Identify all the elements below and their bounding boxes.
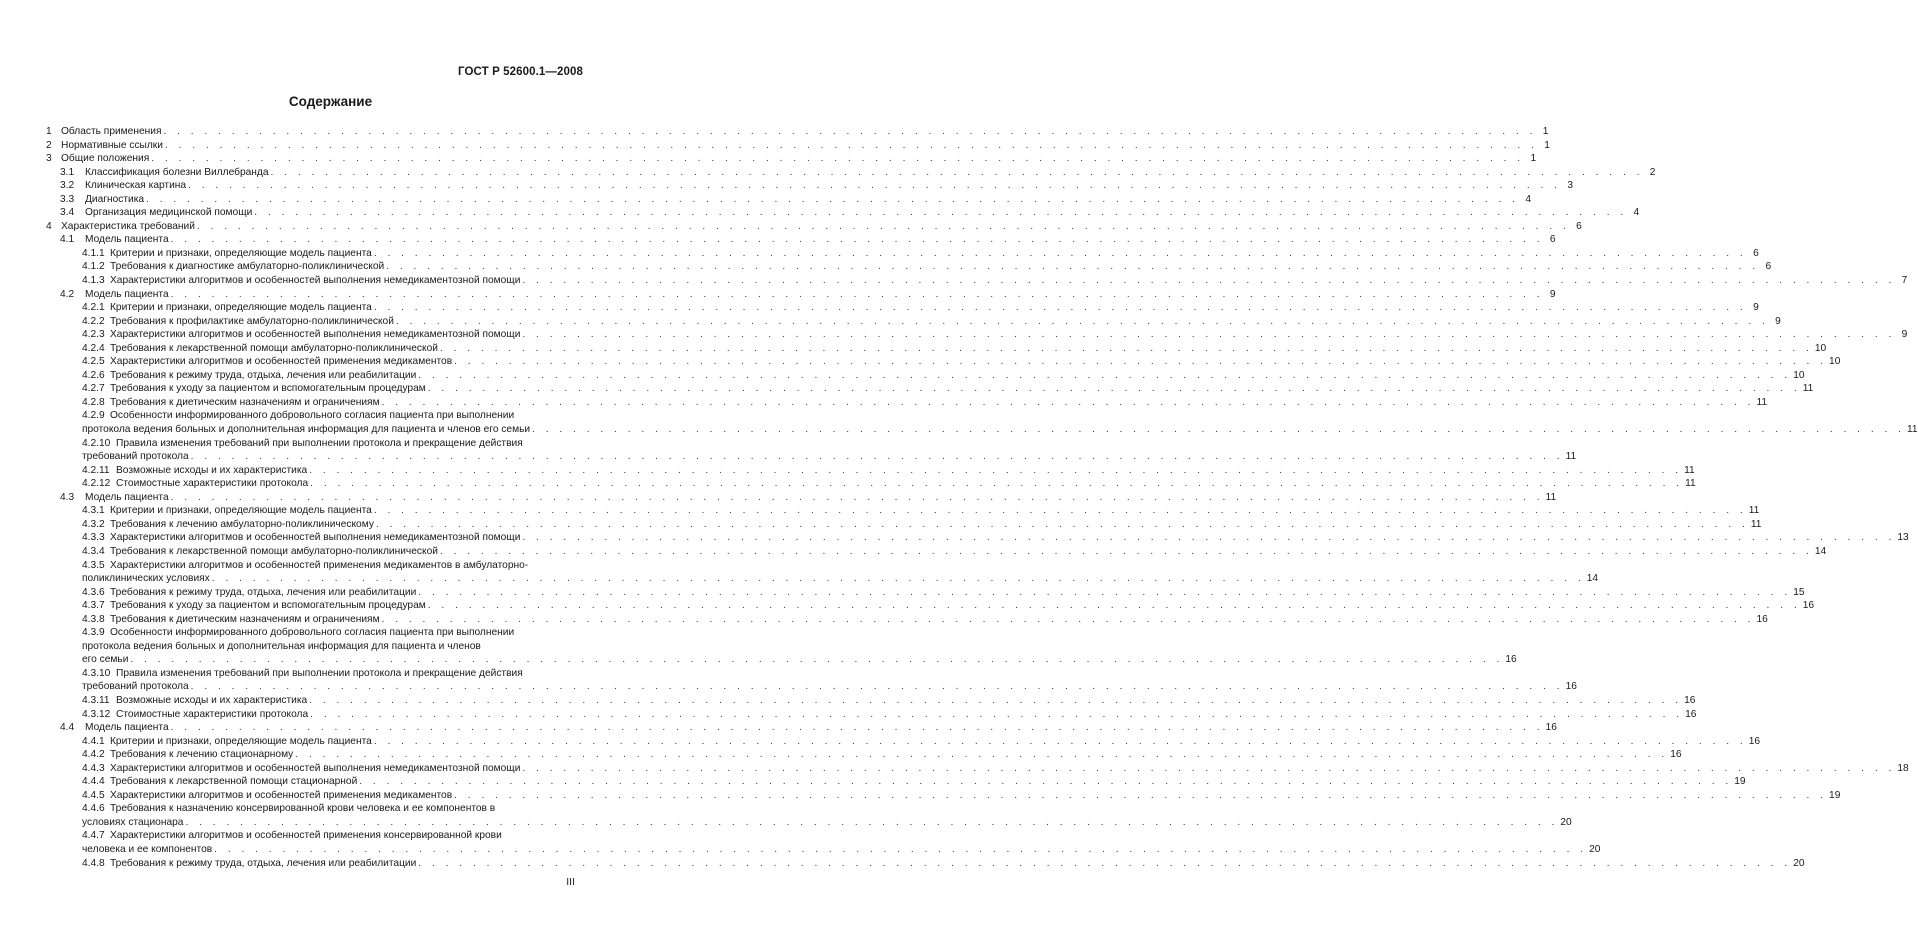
toc-entry-page: 9: [1549, 288, 1556, 300]
toc-entry-page: 18: [1897, 762, 1909, 774]
toc-entry-number: 4.3.8: [82, 613, 105, 625]
toc-leader-dots: [382, 396, 1755, 410]
toc-entry-title-line: Правила изменения требований при выполнении протокола и прекращение действия: [116, 437, 523, 449]
toc-entry-page: 16: [1685, 708, 1697, 720]
toc-entry-number: 4.1: [60, 234, 75, 246]
toc-entry-title: Требования к лекарственной помощи амбулаторно-поликлинической: [110, 342, 438, 354]
toc-leader-dots: [310, 477, 1683, 491]
toc-entry[interactable]: [46, 599, 1815, 613]
toc-entry-number: 4.3.6: [82, 586, 105, 598]
toc-entry-page: 14: [1814, 545, 1827, 557]
toc-entry-number: 3.1: [60, 166, 75, 178]
toc-entry-number: 4.3.7: [82, 600, 105, 612]
toc-entry[interactable]: [46, 315, 1781, 329]
toc-leader-dots: [374, 504, 1747, 518]
toc-entry-number: 3: [46, 153, 52, 165]
toc-leader-dots: [254, 206, 1627, 220]
toc-entry-title-line: человека и ее компонентов: [82, 843, 213, 855]
toc-entry-number: 4.3.12: [82, 708, 111, 720]
toc-entry-page: 1: [1542, 126, 1549, 137]
toc-entry[interactable]: [46, 342, 1827, 356]
toc-entry-page: 14: [1586, 573, 1599, 585]
toc-entry-number: 1: [46, 126, 52, 137]
toc-entry-number: 4.3.11: [82, 694, 110, 706]
toc-entry-number: 4.4.6: [82, 803, 105, 815]
toc-entry-number: 4.2: [60, 288, 75, 300]
toc-entry-page: 11: [1756, 396, 1768, 408]
toc-leader-dots: [454, 355, 1827, 369]
toc-entry-title: Характеристики алгоритмов и особенностей применения медикаментов: [110, 789, 453, 801]
toc-entry-number: 4.4.7: [82, 830, 105, 842]
toc-entry-title: Модель пациента: [85, 234, 169, 246]
toc-entry-page: 11: [1685, 478, 1696, 490]
toc-entry-title: Модель пациента: [85, 288, 169, 300]
toc-entry-title: Критерии и признаки, определяющие модель пациента: [110, 247, 372, 259]
toc-entry-number: 4.2.1: [82, 302, 105, 314]
toc-entry-page: 9: [1775, 315, 1781, 327]
toc-entry[interactable]: [46, 545, 1827, 559]
toc-entry-number: 4.2.6: [82, 369, 105, 381]
toc-entry-number: 4.3.9: [82, 627, 105, 639]
toc-entry-page: 6: [1549, 234, 1556, 246]
toc-entry-number: 4.1.1: [82, 247, 105, 259]
toc-entry[interactable]: [46, 694, 1696, 708]
toc-leader-dots: [376, 518, 1749, 532]
toc-entry-page: 16: [1505, 654, 1517, 666]
toc-entry-title: Модель пациента: [85, 491, 169, 503]
toc-entry-page: 16: [1756, 613, 1768, 625]
toc-entry[interactable]: [46, 735, 1761, 749]
toc-entry-page: 4: [1525, 193, 1531, 205]
toc-entry[interactable]: [46, 437, 1577, 464]
toc-entry-page: 10: [1793, 369, 1805, 381]
toc-entry-title: Требования к диетическим назначениям и ограничениям: [110, 396, 380, 408]
toc-leader-dots: [191, 450, 1564, 464]
toc-entry-title-line: Характеристики алгоритмов и особенностей применения консервированной крови: [110, 830, 502, 842]
toc-entry-title-line: условиях стационара: [82, 816, 184, 828]
toc-entry-page: 11: [1545, 491, 1557, 503]
toc-entry-number: 4.4.1: [82, 735, 105, 747]
toc-entry-page: 20: [1589, 843, 1601, 855]
toc-leader-dots: [532, 423, 1905, 437]
toc-leader-dots: [428, 382, 1801, 396]
toc-leader-dots: [130, 653, 1503, 667]
toc-entry[interactable]: [46, 355, 1841, 369]
toc-entry[interactable]: [46, 152, 1537, 166]
toc-leader-dots: [310, 708, 1683, 722]
toc-entry-page: 1: [1530, 153, 1537, 165]
toc-entry-title: Требования к диетическим назначениям и ограничениям: [110, 613, 380, 625]
toc-entry[interactable]: [46, 139, 1550, 153]
toc-entry-page: 11: [1907, 424, 1918, 436]
toc-entry-number: 3.2: [60, 180, 75, 192]
toc-entry-page: 6: [1753, 247, 1759, 259]
table-of-contents: [46, 125, 1918, 870]
toc-entry-title: Критерии и признаки, определяющие модель пациента: [110, 302, 372, 314]
toc-entry-number: 4.3.3: [82, 532, 105, 544]
toc-entry-title: Нормативные ссылки: [61, 139, 163, 151]
toc-entry[interactable]: [46, 762, 1909, 776]
toc-entry[interactable]: [46, 857, 1805, 871]
toc-entry[interactable]: [46, 260, 1772, 274]
toc-entry-title: Общие положения: [61, 153, 150, 165]
toc-entry-title: Требования к режиму труда, отдыха, лечения или реабилитации: [110, 369, 417, 381]
toc-entry-page: 11: [1750, 518, 1762, 530]
toc-entry[interactable]: [46, 409, 1918, 436]
toc-entry-number: 2: [46, 139, 52, 151]
toc-entry-title: Характеристики алгоритмов и особенностей выполнения немедикаментозной помощи: [110, 532, 521, 544]
toc-entry-number: 3.3: [60, 193, 75, 205]
toc-entry-title: Требования к профилактике амбулаторно-поликлинической: [110, 315, 394, 327]
toc-leader-dots: [454, 789, 1827, 803]
toc-leader-dots: [418, 369, 1791, 383]
toc-leader-dots: [522, 328, 1895, 342]
toc-leader-dots: [440, 545, 1813, 559]
toc-entry[interactable]: [46, 179, 1574, 193]
toc-leader-dots: [171, 233, 1544, 247]
toc-entry-title: Характеристика требований: [61, 220, 195, 232]
toc-entry-title: Стоимостные характеристики протокола: [116, 478, 309, 490]
toc-leader-dots: [271, 166, 1644, 180]
toc-entry-number: 4.4.2: [82, 749, 105, 761]
toc-leader-dots: [522, 531, 1895, 545]
toc-entry-title: Требования к режиму труда, отдыха, лечения или реабилитации: [110, 857, 417, 869]
toc-entry-title-line: протокола ведения больных и дополнительная информация для пациента и членов: [82, 640, 481, 652]
toc-entry-page: 7: [1901, 275, 1908, 287]
toc-entry-number: 4.1.2: [82, 261, 105, 273]
toc-entry-title: Требования к уходу за пациентом и вспомогательным процедурам: [110, 383, 426, 395]
toc-entry-page: 16: [1802, 600, 1815, 612]
toc-entry-title-line: Особенности информированного добровольного согласия пациента при выполнении: [110, 627, 515, 639]
toc-entry-page: 16: [1748, 735, 1761, 747]
toc-entry-title: Область применения: [61, 126, 162, 137]
toc-entry-page: 16: [1670, 749, 1682, 761]
toc-entry[interactable]: [46, 247, 1759, 261]
toc-leader-dots: [374, 735, 1747, 749]
toc-entry-number: 4.3.2: [82, 518, 105, 530]
toc-entry[interactable]: [46, 531, 1909, 545]
toc-entry[interactable]: [46, 802, 1572, 829]
toc-entry-page: 4: [1633, 207, 1640, 219]
toc-entry-page: 15: [1793, 586, 1805, 598]
toc-leader-dots: [197, 220, 1570, 234]
toc-entry-title: Характеристики алгоритмов и особенностей выполнения немедикаментозной помощи: [110, 275, 521, 287]
toc-entry-page: 3: [1567, 180, 1574, 192]
toc-entry-title: Требования к диагностике амбулаторно-поликлинической: [110, 261, 385, 273]
toc-entry[interactable]: [46, 220, 1582, 234]
toc-entry-title-line: Правила изменения требований при выполнении протокола и прекращение действия: [116, 667, 523, 679]
toc-entry-page: 16: [1545, 722, 1557, 734]
toc-leader-dots: [191, 680, 1564, 694]
toc-entry-number: 4: [46, 220, 52, 232]
toc-entry-page: 6: [1576, 220, 1582, 232]
toc-entry[interactable]: [46, 477, 1696, 491]
toc-leader-dots: [295, 748, 1668, 762]
toc-entry-page: 11: [1684, 464, 1695, 476]
toc-entry[interactable]: [46, 721, 1557, 735]
toc-entry[interactable]: [46, 667, 1577, 694]
toc-entry-number: 4.2.2: [82, 315, 105, 327]
toc-entry-number: 4.3.10: [82, 667, 111, 679]
toc-entry-title: Требования к уходу за пациентом и вспомогательным процедурам: [110, 600, 426, 612]
toc-entry-title-line: требований протокола: [82, 451, 189, 463]
toc-entry-title: Характеристики алгоритмов и особенностей применения медикаментов: [110, 356, 453, 368]
toc-entry[interactable]: [46, 328, 1908, 342]
toc-entry[interactable]: [46, 396, 1768, 410]
toc-entry-number: 4.2.8: [82, 396, 105, 408]
toc-entry-page: 11: [1748, 505, 1760, 517]
toc-entry-number: 4.4.3: [82, 762, 105, 774]
toc-entry-number: 4.3.5: [82, 559, 105, 571]
toc-entry-number: 4.3.1: [82, 505, 105, 517]
toc-entry[interactable]: [46, 559, 1599, 586]
toc-entry-title-line: его семьи: [82, 654, 129, 666]
toc-entry-page: 16: [1565, 681, 1577, 693]
toc-leader-dots: [185, 816, 1558, 830]
toc-entry-page: 10: [1829, 356, 1841, 368]
toc-entry-number: 4.2.12: [82, 478, 111, 490]
toc-leader-dots: [386, 260, 1759, 274]
toc-entry-number: 4.3.4: [82, 545, 105, 557]
toc-leader-dots: [146, 193, 1519, 207]
toc-entry-number: 4.2.3: [82, 329, 105, 341]
toc-entry-number: 4.2.10: [82, 437, 111, 449]
page-title: Содержание: [288, 94, 373, 109]
toc-entry-title: Требования к лекарственной помощи стационарной: [110, 776, 358, 788]
toc-entry-page: 19: [1734, 776, 1746, 788]
toc-entry-page: 1: [1544, 139, 1550, 151]
toc-entry[interactable]: [46, 829, 1601, 856]
toc-leader-dots: [440, 342, 1813, 356]
toc-entry-title: Критерии и признаки, определяющие модель пациента: [110, 505, 372, 517]
toc-entry[interactable]: [46, 206, 1640, 220]
toc-entry-number: 4.4.5: [82, 789, 105, 801]
page-number: III: [566, 876, 575, 888]
toc-leader-dots: [374, 301, 1747, 315]
toc-entry-page: 11: [1802, 383, 1814, 395]
standard-code: ГОСТ Р 52600.1—2008: [458, 66, 583, 78]
toc-entry[interactable]: [46, 491, 1557, 505]
toc-entry[interactable]: [46, 369, 1805, 383]
toc-entry-number: 4.2.9: [82, 410, 105, 422]
toc-entry[interactable]: [46, 504, 1760, 518]
toc-leader-dots: [396, 315, 1769, 329]
toc-entry-title: Диагностика: [85, 193, 145, 205]
toc-entry-page: 2: [1649, 166, 1656, 178]
toc-entry-title-line: требований протокола: [82, 681, 189, 693]
toc-leader-dots: [418, 586, 1791, 600]
toc-entry-page: 11: [1565, 451, 1577, 463]
toc-entry[interactable]: [46, 518, 1762, 532]
toc-entry-page: 10: [1814, 342, 1827, 354]
toc-leader-dots: [212, 572, 1585, 586]
toc-entry[interactable]: [46, 301, 1759, 315]
toc-entry[interactable]: [46, 775, 1746, 789]
toc-entry-title: Возможные исходы и их характеристика: [116, 694, 308, 706]
toc-entry-title-line: Характеристики алгоритмов и особенностей применения медикаментов в амбулаторно-: [110, 559, 529, 571]
toc-entry-title: Организация медицинской помощи: [85, 207, 253, 219]
toc-entry-title-line: Требования к назначению консервированной крови человека и ее компонентов в: [110, 803, 496, 815]
toc-entry[interactable]: [46, 613, 1768, 627]
toc-entry[interactable]: [46, 233, 1556, 247]
toc-leader-dots: [374, 247, 1747, 261]
toc-entry-page: 16: [1684, 694, 1696, 706]
toc-leader-dots: [418, 857, 1791, 871]
toc-entry-title-line: поликлинических условиях: [82, 573, 210, 585]
toc-entry-title: Характеристики алгоритмов и особенностей выполнения немедикаментозной помощи: [110, 329, 521, 341]
toc-leader-dots: [382, 613, 1755, 627]
toc-leader-dots: [522, 274, 1895, 288]
toc-entry-number: 4.4.4: [82, 776, 105, 788]
toc-entry-title: Критерии и признаки, определяющие модель пациента: [110, 735, 372, 747]
toc-entry-title: Требования к лечению амбулаторно-поликлиническому: [110, 518, 374, 530]
toc-entry-number: 4.2.4: [82, 342, 105, 354]
toc-leader-dots: [309, 694, 1682, 708]
toc-leader-dots: [163, 125, 1536, 139]
toc-entry-title: Клиническая картина: [85, 180, 187, 192]
toc-entry-number: 4.2.5: [82, 356, 105, 368]
toc-leader-dots: [171, 288, 1544, 302]
toc-leader-dots: [522, 762, 1895, 776]
toc-entry-title: Требования к лекарственной помощи амбулаторно-поликлинической: [110, 545, 438, 557]
toc-entry-title-line: Особенности информированного добровольного согласия пациента при выполнении: [110, 410, 515, 422]
toc-entry[interactable]: [46, 382, 1814, 396]
toc-entry-title: Классификация болезни Виллебранда: [85, 166, 269, 178]
toc-entry-page: 20: [1560, 816, 1572, 828]
toc-entry[interactable]: [46, 464, 1695, 478]
toc-entry-title: Требования к режиму труда, отдыха, лечения или реабилитации: [110, 586, 417, 598]
toc-entry-title: Стоимостные характеристики протокола: [116, 708, 309, 720]
toc-entry[interactable]: [46, 274, 1908, 288]
toc-entry-title: Требования к лечению стационарному: [110, 749, 294, 761]
toc-leader-dots: [309, 464, 1682, 478]
toc-leader-dots: [171, 721, 1544, 735]
toc-entry-number: 4.4: [60, 722, 75, 734]
toc-entry-page: 6: [1765, 261, 1772, 273]
toc-entry-title-line: протокола ведения больных и дополнительная информация для пациента и членов его семьи: [82, 424, 531, 436]
toc-leader-dots: [188, 179, 1561, 193]
toc-entry-number: 4.2.11: [82, 464, 110, 476]
toc-entry[interactable]: [46, 586, 1805, 600]
toc-leader-dots: [428, 599, 1801, 613]
toc-leader-dots: [359, 775, 1732, 789]
toc-entry-number: 4.2.7: [82, 383, 105, 395]
toc-leader-dots: [171, 491, 1544, 505]
toc-entry-number: 4.1.3: [82, 275, 105, 287]
toc-entry[interactable]: [46, 748, 1682, 762]
toc-leader-dots: [214, 843, 1587, 857]
toc-entry[interactable]: [46, 789, 1841, 803]
toc-entry-title: Модель пациента: [85, 722, 169, 734]
toc-entry[interactable]: [46, 626, 1517, 667]
toc-entry[interactable]: [46, 125, 1549, 139]
toc-entry-page: 13: [1897, 532, 1909, 544]
toc-entry-title: Возможные исходы и их характеристика: [116, 464, 308, 476]
toc-entry-page: 19: [1829, 789, 1841, 801]
toc-entry-number: 3.4: [60, 207, 75, 219]
toc-entry-number: 4.4.8: [82, 857, 105, 869]
toc-entry[interactable]: [46, 708, 1697, 722]
toc-entry[interactable]: [46, 166, 1656, 180]
toc-entry-page: 20: [1793, 857, 1805, 869]
toc-entry-number: 4.3: [60, 491, 75, 503]
toc-entry[interactable]: [46, 193, 1531, 207]
toc-leader-dots: [151, 152, 1524, 166]
toc-leader-dots: [165, 139, 1538, 153]
toc-entry-page: 9: [1753, 302, 1759, 314]
toc-entry-title: Характеристики алгоритмов и особенностей выполнения немедикаментозной помощи: [110, 762, 521, 774]
toc-entry[interactable]: [46, 288, 1556, 302]
toc-entry-page: 9: [1901, 329, 1908, 341]
